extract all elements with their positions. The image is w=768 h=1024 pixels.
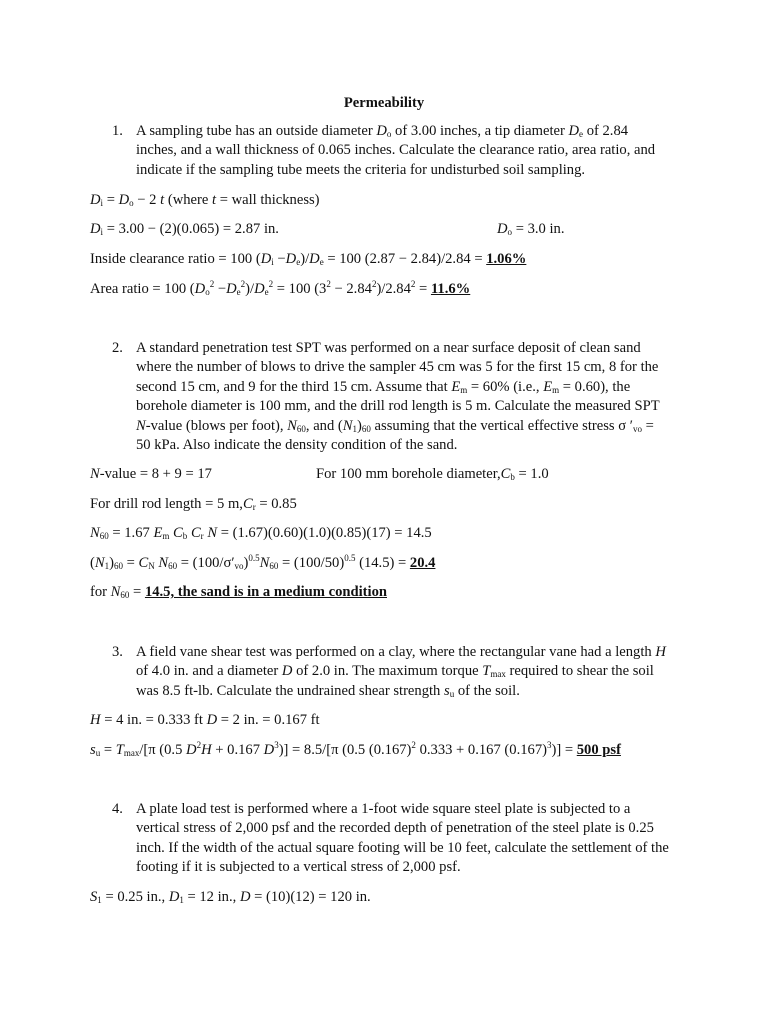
problem-number: 1. [112,123,123,139]
problem-text: A plate load test is performed where a 1-foot wide square steel plate is subjected to a vertical stress of 2,000 psf and the recorded depth of penetration of the steel plate is 0.25 inch. If the width of the actual square footing will be 10 feet, calculate the settlement of the footing if it is subjected to a vertical stress of 2,000 psf. [136,801,669,876]
equation-line: N-value = 8 + 9 = 17 [90,466,212,482]
answer-value: 500 psf [576,742,621,758]
equation-line: H = 4 in. = 0.333 ft D = 2 in. = 0.167 ft [90,712,320,728]
problem-1-statement [112,122,672,180]
equation-line: $S_1 = 0.25$ in., $D_1 = 12$ in., D = (10)(12) = 120 in. [90,889,371,905]
equation-line: For 100 mm borehole $diameter,C_b = 1.0$ [316,466,549,482]
answer-value: 20.4 [409,555,436,571]
problem-text: A standard penetration test SPT was performed on a near surface deposit of clean sand where the number of blows to drive the sampler 45 cm was 5 for the first 15 cm, 8 for the second 15 cm, and 9 for the third 15 cm. Assume that $E_m = 60\%$ (i.e., $E_m = 0.60$), the borehole diameter is 100 mm, and the drill rod length is 5 m. Calculate the measured SPT N-value (blows per foot), $N_{60}$, and $(N_1)_{60}$ assuming that the vertical effective stress σ $'_{vo} = 50$ kPa. Also indicate the density condition of the sand. [136,340,660,454]
answer-value: 11.6% [430,281,471,297]
problem-number: 3. [112,644,123,660]
equation-line: for $N_{60} = 14.5$, the sand is in a medium condition [90,584,387,600]
equation-line: $N_{60} = 1.67$ $E_m$ $C_b$ $C_r$ N = (1.67)(0.60)(1.0)(0.85)(17) = 14.5 [90,525,432,541]
problem-3-statement [112,643,672,701]
problem-text: A field vane shear test was performed on a clay, where the rectangular vane had a length H of 4.0 in. and a diameter D of 2.0 in. The maximum torque $T_{max}$ required to shear the soil was 8.5 ft-lb. Calculate the undrained shear strength $s_u$ of the soil. [136,644,666,699]
problem-text: A sampling tube has an outside diameter $D_o$ of 3.00 inches, a tip diameter $D_e$ of 2.84 inches, and a wall thickness of 0.065 inches. Calculate the clearance ratio, area ratio, and indicate if the sampling tube meets the criteria for undisturbed soil sampling. [136,123,656,178]
problem-4-statement [112,800,672,878]
answer-value: 1.06% [486,251,527,267]
equation-line: $D_i = 3.00 - (2)(0.065) = 2.87$ in. [90,221,279,237]
equation-line: $s_u = T_{max}/[\pi$ (0.5 $D^2H + 0.167$ $D^3)] = 8.5/[\pi$ (0.5 $(0.167)^2$ 0.333 + 0.167 $(0.167)^3)] = 500$ psf [90,740,621,758]
answer-value: 14.5, the sand is in a medium condition [144,584,387,600]
problem-2-statement [112,339,672,455]
page-title: Permeability [343,95,425,111]
equation-line: Area ratio = 100 $(D_o^2 -D_e^2)/D_e^2 = 100$ $(3^2 - 2.84^2)/2.84^2 = 11.6\%$ [90,279,471,297]
equation-line: For drill rod length = 5 $m,C_r = 0.85$ [90,496,297,512]
equation-line: $D_i = D_o - 2$ t (where t = wall thickness) [90,192,320,208]
equation-line: $D_o = 3.0$ in. [497,221,565,237]
problem-number: 2. [112,340,123,356]
equation-line: $(N_1)_{60} = C_N$ $N_{60} = (100/\sigma'_{vo})^{0.5}N_{60} = (100/50)^{0.5}$ (14.5) = 20.4 [90,553,436,571]
equation-line: Inside clearance ratio = 100 $(D_i -D_e)/D_e = 100$ (2.87 − 2.84)/2.84 = 1.06% [90,251,527,267]
problem-number: 4. [112,801,123,817]
